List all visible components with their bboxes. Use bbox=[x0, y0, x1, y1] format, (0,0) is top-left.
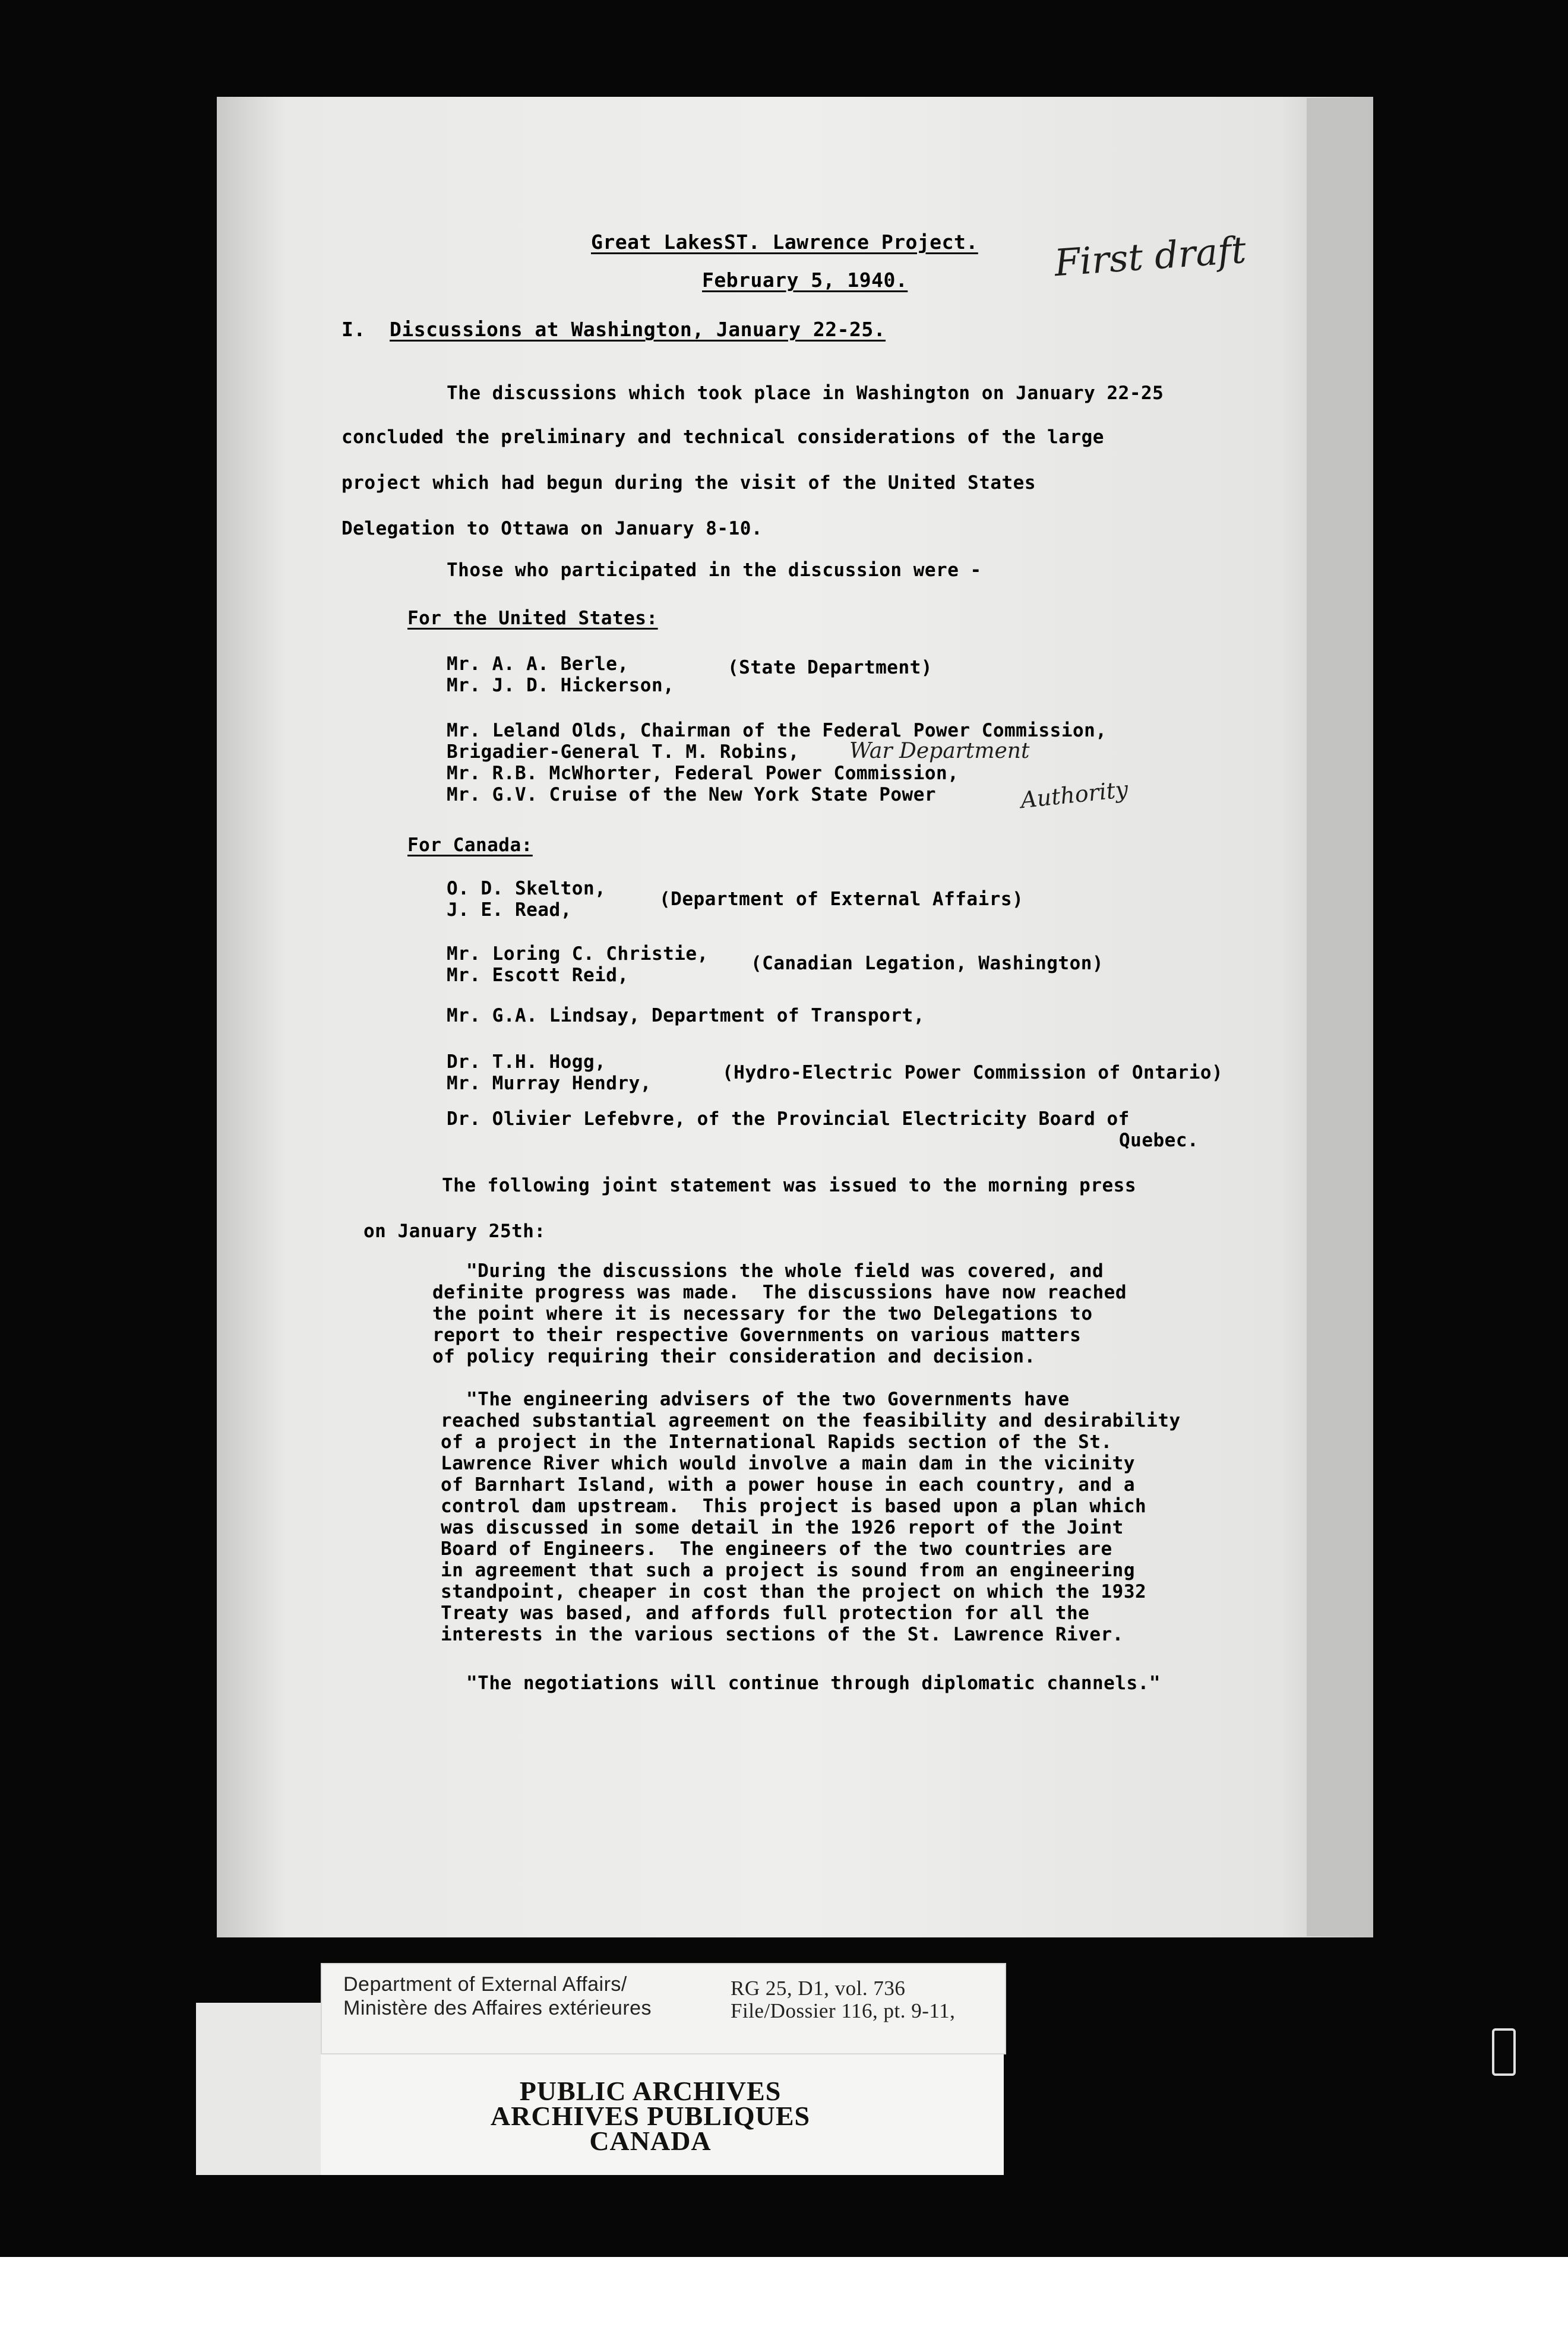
handwritten-war-department: War Department bbox=[849, 739, 1030, 763]
quote-line: Lawrence River which would involve a main dam in the vicinity bbox=[441, 1453, 1135, 1474]
ca-member-line: Dr. Olivier Lefebvre, of the Provincial Electricity Board of bbox=[447, 1108, 1130, 1130]
statement-intro: The following joint statement was issued to the morning press bbox=[442, 1175, 1136, 1196]
quote-line: of a project in the International Rapids section of the St. bbox=[441, 1431, 1112, 1453]
document-title: Great LakesST. Lawrence Project. bbox=[591, 230, 978, 254]
archive-dept-fr: Ministère des Affaires extérieures bbox=[343, 1997, 652, 2019]
participants-intro: Those who participated in the discussion were - bbox=[447, 559, 982, 581]
us-member-line: Mr. R.B. McWhorter, Federal Power Commission, bbox=[447, 763, 959, 784]
ca-member-line: Mr. G.A. Lindsay, Department of Transport, bbox=[447, 1005, 925, 1026]
ca-affiliation: (Hydro-Electric Power Commission of Ontario) bbox=[722, 1062, 1224, 1083]
quote-line: the point where it is necessary for the two Delegations to bbox=[432, 1303, 1093, 1324]
us-member-line: Brigadier-General T. M. Robins, bbox=[447, 741, 800, 763]
quote-line: interests in the various sections of the St. Lawrence River. bbox=[441, 1624, 1124, 1645]
us-name: Mr. A. A. Berle, bbox=[447, 653, 629, 675]
quote-line: report to their respective Governments on various matters bbox=[432, 1324, 1082, 1346]
page-shadow-edge bbox=[1307, 98, 1373, 1936]
quote-line: control dam upstream. This project is based upon a plan which bbox=[441, 1496, 1147, 1517]
archive-title-line3: CANADA bbox=[589, 2126, 712, 2156]
ca-name: Mr. Escott Reid, bbox=[447, 965, 629, 986]
ca-name: O. D. Skelton, bbox=[447, 878, 606, 899]
archive-title-line2: ARCHIVES PUBLIQUES bbox=[490, 2101, 811, 2131]
quote-line: of Barnhart Island, with a power house in each country, and a bbox=[441, 1474, 1135, 1496]
quote-line: Treaty was based, and affords full protection for all the bbox=[441, 1602, 1090, 1624]
ca-name: Mr. Loring C. Christie, bbox=[447, 943, 709, 965]
handwritten-authority: Authority bbox=[1019, 776, 1130, 814]
archive-ref-line2: File/Dossier 116, pt. 9-11, bbox=[731, 1999, 956, 2022]
us-affiliation: (State Department) bbox=[728, 657, 932, 678]
quote-line: Board of Engineers. The engineers of the two countries are bbox=[441, 1538, 1112, 1560]
handwritten-first-draft: First draft bbox=[1052, 227, 1248, 285]
quote-line: "The engineering advisers of the two Governments have bbox=[466, 1389, 1070, 1410]
quote-line: was discussed in some detail in the 1926 report of the Joint bbox=[441, 1517, 1124, 1538]
quote-line: definite progress was made. The discussions have now reached bbox=[432, 1282, 1127, 1303]
document-date: February 5, 1940. bbox=[702, 268, 908, 292]
section-heading: Discussions at Washington, January 22-25. bbox=[390, 318, 886, 341]
paragraph-line: Delegation to Ottawa on January 8-10. bbox=[342, 518, 763, 539]
quote-line: standpoint, cheaper in cost than the project on which the 1932 bbox=[441, 1581, 1147, 1602]
quote-line: of policy requiring their consideration and decision. bbox=[432, 1346, 1036, 1367]
us-name: Mr. J. D. Hickerson, bbox=[447, 675, 675, 696]
quote-line: "The negotiations will continue through diplomatic channels." bbox=[466, 1673, 1161, 1694]
quote-line: reached substantial agreement on the feasibility and desirability bbox=[441, 1410, 1181, 1431]
ca-name: J. E. Read, bbox=[447, 899, 572, 921]
us-member-line: Mr. G.V. Cruise of the New York State Power bbox=[447, 784, 937, 805]
paragraph-line: project which had begun during the visit of the United States bbox=[342, 472, 1036, 494]
ca-affiliation: (Department of External Affairs) bbox=[659, 889, 1024, 910]
section-number: I. bbox=[342, 318, 366, 341]
archive-ref-line1: RG 25, D1, vol. 736 bbox=[731, 1977, 906, 2000]
statement-intro: on January 25th: bbox=[363, 1221, 546, 1242]
ca-member-line: Quebec. bbox=[1119, 1130, 1199, 1151]
paragraph-line: concluded the preliminary and technical considerations of the large bbox=[342, 426, 1104, 448]
canada-heading: For Canada: bbox=[407, 834, 533, 856]
film-frame-mark bbox=[1492, 2028, 1516, 2076]
ca-name: Mr. Murray Hendry, bbox=[447, 1073, 652, 1094]
ca-affiliation: (Canadian Legation, Washington) bbox=[751, 953, 1104, 974]
us-heading: For the United States: bbox=[407, 608, 658, 629]
quote-line: "During the discussions the whole field was covered, and bbox=[466, 1260, 1104, 1282]
ca-name: Dr. T.H. Hogg, bbox=[447, 1051, 606, 1073]
archive-dept-en: Department of External Affairs/ bbox=[343, 1973, 627, 1996]
archive-title-line1: PUBLIC ARCHIVES bbox=[519, 2076, 782, 2106]
us-member-line: Mr. Leland Olds, Chairman of the Federal Power Commission, bbox=[447, 720, 1107, 741]
paragraph-line: The discussions which took place in Washington on January 22-25 bbox=[447, 382, 1164, 404]
quote-line: in agreement that such a project is sound from an engineering bbox=[441, 1560, 1135, 1581]
